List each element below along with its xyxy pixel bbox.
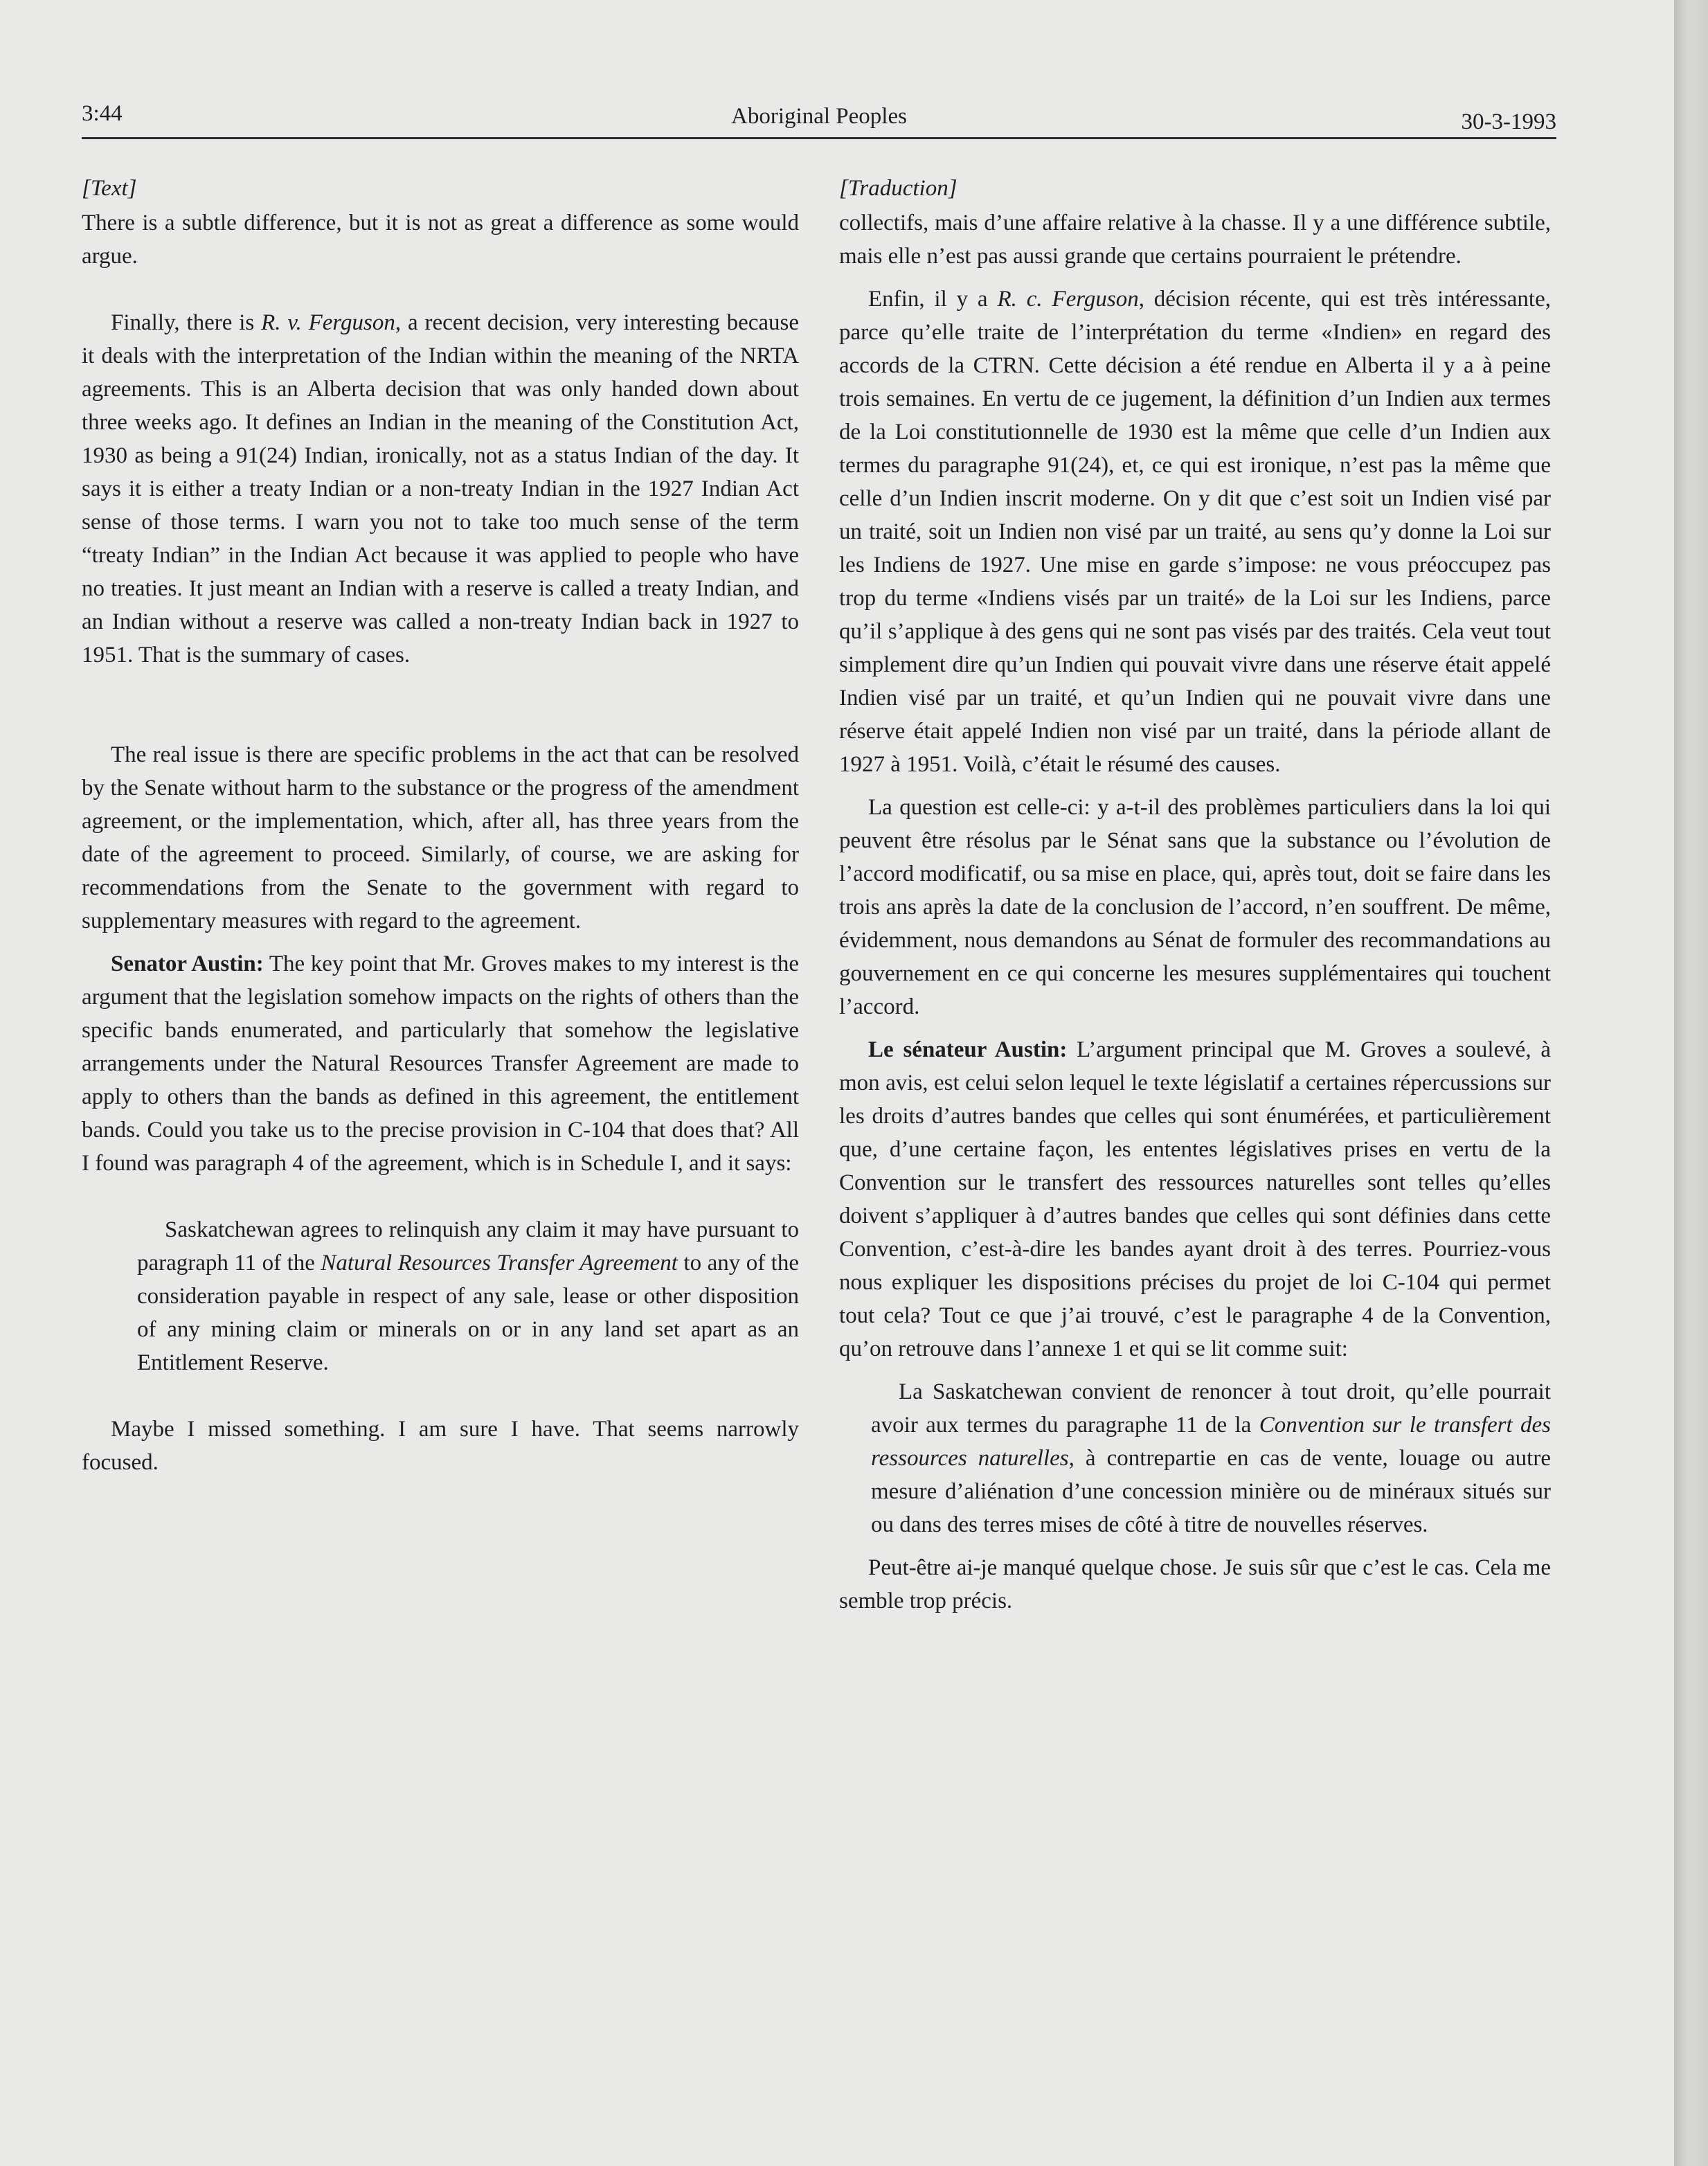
text-tag: [Text] [82,176,137,201]
case-name: R. v. Ferguson [261,310,395,335]
paragraph: Le sénateur Austin: L’argument principal que M. Groves a soulevé, à mon avis, est celui selon lequel le texte législatif a certaines répercussions sur les droits d’autres bandes que celles qui sont énumérées, et particulièrement que, d’une certaine façon, les ententes législatives prises en vertu de la Convention sur le transfert des ressources naturelles sont telles qu’elles doivent s’appliquer à d’autres bandes que celles qui sont définies dans cette Convention, c’est-à-dire les bandes ayant droit à des terres. Pourriez-vous nous expliquer les dispositions précises du projet de loi C-104 qui permet tout cela? Tout ce que j’ai trouvé, c’est le paragraphe 4 de la Convention, qu’on retrouve dans l’annexe 1 et qui se lit comme suit: [839,1037,1552,1361]
paragraph: The real issue is there are specific problems in the act that can be resolved by the Senate without harm to the substance or the progress of the amendment agreement, or the implementation, which, after all, has three years from the date of the agreement to proceed. Similarly, of course, we are asking for recommendations from the Senate to the government with regard to supplementary measures with regard to the agreement. [82,742,799,933]
paragraph: collectifs, mais d’une affaire relative à la chasse. Il y a une différence subtile, mais elle n’est pas aussi grande que certains pourraient le prétendre. [839,211,1551,269]
header-date: 30-3-1993 [1461,109,1556,134]
paragraph: Senator Austin: The key point that Mr. Groves makes to my interest is the argument that the legislation somehow impacts on the rights of others than the specific bands enumerated, and particularly that somehow the legislative arrangements under the Natural Resources Transfer Agreement are made to apply to others than the bands as defined in this agreement, the entitlement bands. Could you take us to the precise provision in C-104 that does that? All I found was paragraph 4 of the agreement, which is in Schedule I, and it says: [82,951,799,1176]
running-header [82,97,1556,141]
translation-tag: [Traduction] [839,176,958,201]
quote-text: La Saskatchewan convient de renoncer à tout droit, qu’elle pourrait avoir aux termes du paragraphe 11 de la Convention sur le transfert des ressources naturelles, à contrepartie en cas de vente, louage ou autre mesure d’aliénation d’une concession minière ou de minéraux situés sur ou dans des terres mises de côté à titre de nouvelles réserves. [871,1379,1552,1537]
page-edge-shadow [1674,0,1708,2166]
page-reference: 3:44 [82,101,123,126]
english-column [82,172,799,1479]
quote-text: Saskatchewan agrees to relinquish any claim it may have pursuant to paragraph 11 of the Natural Resources Transfer Agreement to any of the consideration payable in respect of any sale, lease or other disposition of any mining claim or minerals on or in any land set apart as an Entitlement Reserve. [137,1217,799,1375]
publication-title: Aboriginal Peoples [731,104,907,129]
block-quote [82,1213,799,1379]
header-rule [82,137,1556,139]
paragraph: Finally, there is R. v. Ferguson, a recent decision, very interesting because it deals with the interpretation of the Indian within the meaning of the NRTA agreements. This is an Alberta decision that was only handed down about three weeks ago. It defines an Indian in the meaning of the Constitution Act, 1930 as being a 91(24) Indian, ironically, not as a status Indian of the day. It says it is either a treaty Indian or a non-treaty Indian in the 1927 Indian Act sense of those terms. I warn you not to take too much sense of the term “treaty Indian” in the Indian Act because it was applied to people who have no treaties. It just meant an Indian with a reserve is called a treaty Indian, and an Indian without a reserve was called a non-treaty Indian back in 1927 to 1951. That is the summary of cases. [82,310,799,668]
case-name: R. c. Ferguson [997,287,1139,312]
paragraph: Enfin, il y a R. c. Ferguson, décision récente, qui est très intéressante, parce qu’elle traite de l’interprétation du terme «Indien» en regard des accords de la CTRN. Cette décision a été rendue en Alberta il y a à peine trois semaines. En vertu de ce jugement, la définition d’un Indien aux termes de la Loi constitutionnelle de 1930 est la même que celle d’un Indien aux termes du paragraphe 91(24), et, ce qui est ironique, n’est pas la même que celle d’un Indien inscrit moderne. On y dit que c’est soit un Indien visé par un traité, soit un Indien non visé par un traité, au sens qu’y donne la Loi sur les Indiens de 1927. Une mise en garde s’impose: ne vous préoccupez pas trop du terme «Indiens visés par un traité» de la Loi sur les Indiens, parce qu’il s’applique à des gens qui ne sont pas visés par des traités. Cela veut tout simplement dire qu’un Indien qui pouvait vivre dans une réserve était appelé Indien visé par un traité, et qu’un Indien qui ne pouvait vivre dans une réserve était appelé Indien non visé par un traité, dans la période allant de 1927 à 1951. Voilà, c’était le résumé des causes. [839,287,1551,777]
paragraph: Maybe I missed something. I am sure I have. That seems narrowly focused. [82,1417,799,1475]
paragraph: La question est celle-ci: y a-t-il des problèmes particuliers dans la loi qui peuvent être résolus par le Sénat sans que la substance ou l’évolution de l’accord modificatif, ou sa mise en place, qui, après tout, doit se faire dans les trois ans après la date de la conclusion de l’accord, n’en souffrent. De même, évidemment, nous demandons au Sénat de formuler des recommandations au gouvernement en ce qui concerne les mesures supplémentaires qui touchent l’accord. [839,795,1551,1019]
speaker-name: Senator Austin: [111,951,264,976]
block-quote [839,1375,1551,1541]
paragraph: There is a subtle difference, but it is not as great a difference as some would argue. [82,211,799,269]
french-column [839,172,1551,1618]
paragraph: Peut-être ai-je manqué quelque chose. Je suis sûr que c’est le cas. Cela me semble trop précis. [839,1555,1551,1613]
speaker-name: Le sénateur Austin: [868,1037,1068,1062]
